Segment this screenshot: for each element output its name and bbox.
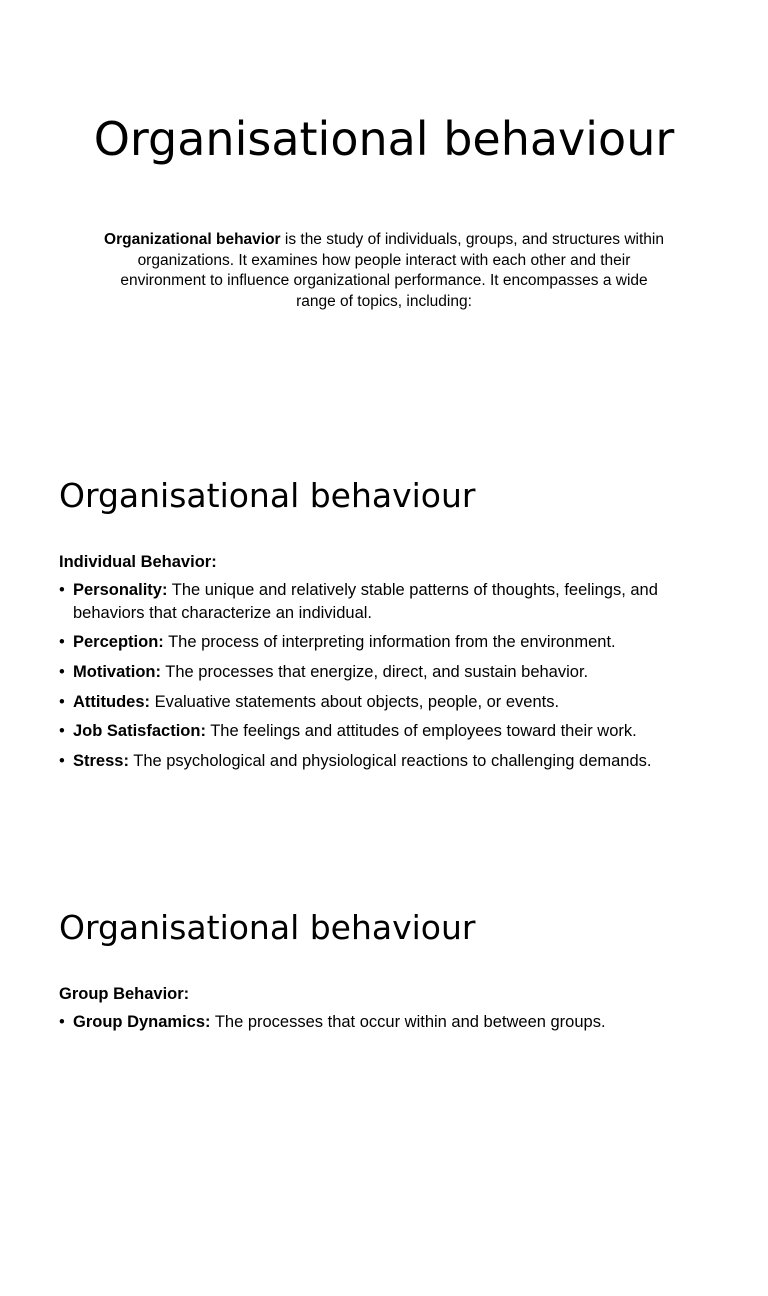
list-item <box>59 661 719 684</box>
title-slide <box>0 0 768 432</box>
slide-title: Organisational behaviour <box>93 112 675 166</box>
item-desc: The feelings and attitudes of employees toward their work. <box>205 722 637 741</box>
item-term: Motivation: <box>73 662 161 681</box>
item-desc: The process of interpreting information from the environment. <box>163 633 616 652</box>
intro-term: Organizational behavior <box>104 231 281 248</box>
list-item <box>59 579 719 624</box>
item-term: Stress: <box>73 751 129 770</box>
item-term: Group Dynamics: <box>73 1013 211 1031</box>
bullet-list <box>59 1011 719 1041</box>
list-item <box>59 1011 719 1034</box>
list-item <box>59 720 719 743</box>
item-desc: The processes that energize, direct, and sustain behavior. <box>161 662 589 681</box>
item-term: Perception: <box>73 633 164 652</box>
item-desc: The processes that occur within and between groups. <box>210 1013 606 1031</box>
item-desc: The psychological and physiological reactions to challenging demands. <box>128 751 652 770</box>
list-item <box>59 691 719 714</box>
list-item <box>59 750 719 773</box>
bullet-icon: • <box>59 692 65 711</box>
bullet-icon: • <box>59 581 65 599</box>
group-behavior-slide <box>0 864 768 1296</box>
item-term: Personality: <box>73 581 168 599</box>
bullet-icon: • <box>59 722 65 741</box>
bullet-list <box>59 579 719 780</box>
intro-text: is the study of individuals, groups, and structures within organizations. It examines how people interact with each other and their environment to influence organizational performance. It encompasses a wide range of topics, including: <box>120 231 664 311</box>
item-desc: The unique and relatively stable patterns of thoughts, feelings, and behaviors that characterize an individual. <box>73 581 658 622</box>
individual-behavior-slide <box>0 432 768 864</box>
bullet-icon: • <box>59 662 65 681</box>
slide-heading: Organisational behaviour <box>59 908 476 947</box>
section-label: Group Behavior: <box>59 985 190 1003</box>
item-term: Attitudes: <box>73 692 150 711</box>
intro-paragraph <box>104 230 664 313</box>
slide-heading: Organisational behaviour <box>59 476 476 515</box>
item-term: Job Satisfaction: <box>73 722 206 741</box>
bullet-icon: • <box>59 751 65 770</box>
item-desc: Evaluative statements about objects, people, or events. <box>150 692 560 711</box>
bullet-icon: • <box>59 633 65 652</box>
list-item <box>59 631 719 654</box>
bullet-icon: • <box>59 1013 65 1031</box>
section-label: Individual Behavior: <box>59 553 217 571</box>
